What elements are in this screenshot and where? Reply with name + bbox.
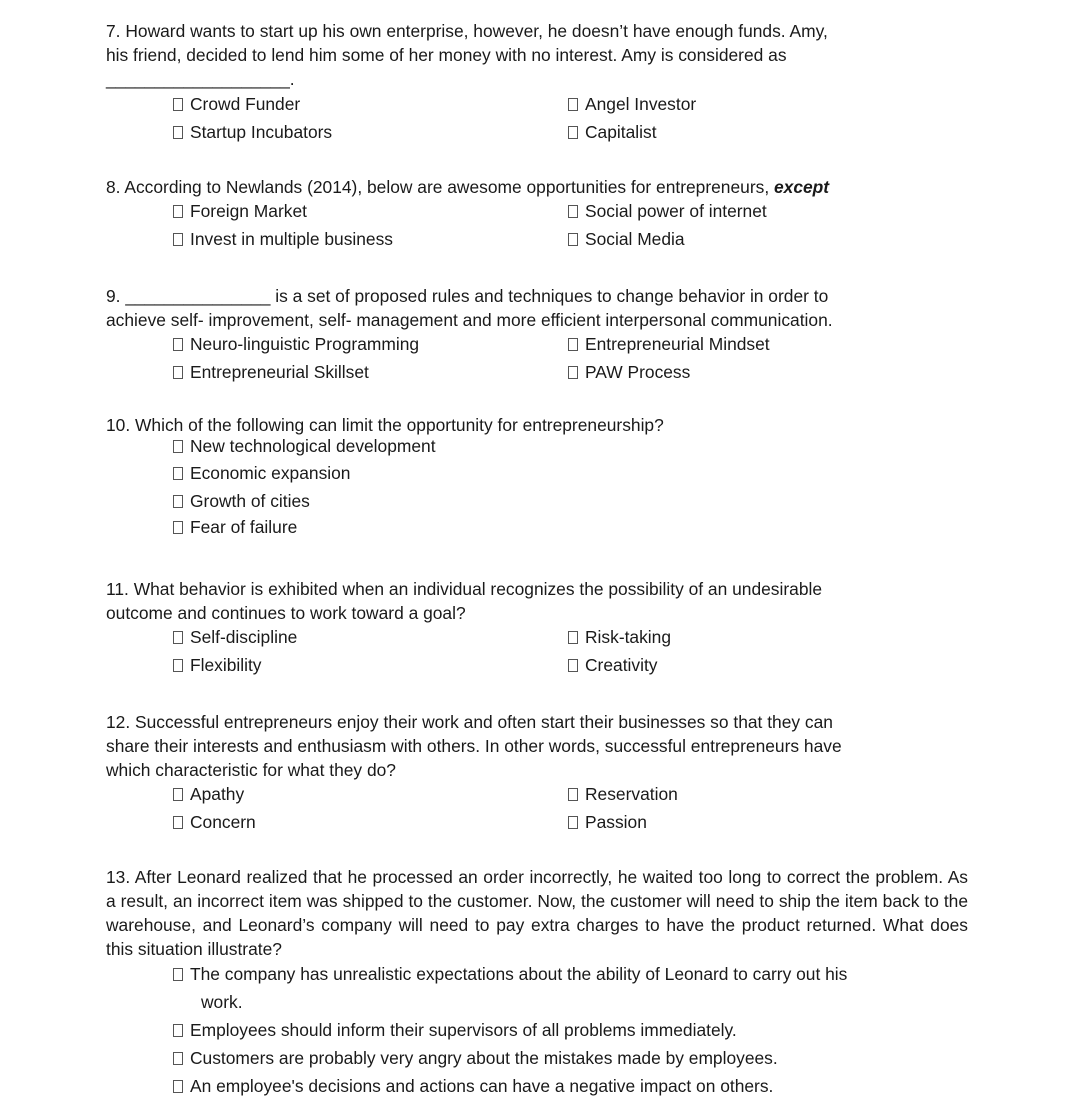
question-7-options <box>106 90 968 146</box>
checkbox-icon[interactable] <box>568 205 578 218</box>
checkbox-icon[interactable] <box>173 788 183 801</box>
question-7-blank: ___________________. <box>106 69 295 89</box>
option-label: Invest in multiple business <box>190 229 393 249</box>
option-checkbox[interactable] <box>568 90 948 118</box>
option-checkbox[interactable] <box>173 1072 968 1100</box>
option-checkbox[interactable] <box>568 780 948 808</box>
option-label: Customers are probably very angry about the mistakes made by employees. <box>190 1048 778 1068</box>
checkbox-icon[interactable] <box>568 816 578 829</box>
question-12-line-3: which characteristic for what they do? <box>106 760 396 780</box>
option-checkbox[interactable] <box>568 330 948 358</box>
question-11-line-1: 11. What behavior is exhibited when an individual recognizes the possibility of an undesirable <box>106 579 823 599</box>
checkbox-icon[interactable] <box>173 968 183 981</box>
checkbox-icon[interactable] <box>173 98 183 111</box>
checkbox-icon[interactable] <box>568 98 578 111</box>
checkbox-icon[interactable] <box>173 495 183 508</box>
question-8-emphasis: except <box>773 177 830 197</box>
option-checkbox[interactable] <box>568 118 948 146</box>
checkbox-icon[interactable] <box>173 366 183 379</box>
question-13-options <box>106 960 968 1100</box>
option-label: Growth of cities <box>190 491 310 511</box>
question-10-options <box>106 434 968 540</box>
question-13-text: 13. After Leonard realized that he processed an order incorrectly, he waited too long to correct the problem. As a result, an incorrect item was shipped to the customer. Now, the customer will need to ship the item back to the warehouse, and Leonard’s company will need to pay extra charges to have the product returned. What does this situation illustrate? <box>106 867 968 959</box>
option-label: New technological development <box>190 436 436 456</box>
question-12 <box>106 710 968 836</box>
question-8 <box>106 175 968 253</box>
checkbox-icon[interactable] <box>173 126 183 139</box>
checkbox-icon[interactable] <box>173 1024 183 1037</box>
option-label: Crowd Funder <box>190 94 301 114</box>
option-label: Reservation <box>585 784 678 804</box>
option-label <box>190 960 968 1016</box>
option-label: Angel Investor <box>585 94 697 114</box>
option-label: PAW Process <box>585 362 691 382</box>
option-checkbox[interactable] <box>173 651 568 679</box>
checkbox-icon[interactable] <box>568 338 578 351</box>
option-label: Neuro-linguistic Programming <box>190 334 420 354</box>
checkbox-icon[interactable] <box>568 233 578 246</box>
option-checkbox[interactable] <box>568 808 948 836</box>
checkbox-icon[interactable] <box>568 659 578 672</box>
option-label: Creativity <box>585 655 658 675</box>
question-7 <box>106 19 968 146</box>
option-label: Startup Incubators <box>190 122 333 142</box>
question-10-text: 10. Which of the following can limit the opportunity for entrepreneurship? <box>106 415 664 435</box>
option-label: Entrepreneurial Skillset <box>190 362 369 382</box>
option-checkbox[interactable] <box>173 197 568 225</box>
checkbox-icon[interactable] <box>173 338 183 351</box>
checkbox-icon[interactable] <box>173 816 183 829</box>
option-checkbox[interactable] <box>173 330 568 358</box>
question-7-line-2: his friend, decided to lend him some of her money with no interest. Amy is considered as <box>106 45 787 65</box>
option-label: Foreign Market <box>190 201 307 221</box>
option-checkbox[interactable] <box>173 118 568 146</box>
question-11-line-2: outcome and continues to work toward a goal? <box>106 603 466 623</box>
question-8-stem: 8. According to Newlands (2014), below are awesome opportunities for entrepreneurs, <box>106 177 774 197</box>
option-label: Employees should inform their supervisors of all problems immediately. <box>190 1020 737 1040</box>
checkbox-icon[interactable] <box>568 788 578 801</box>
option-label: Passion <box>585 812 647 832</box>
option-checkbox[interactable] <box>173 1044 968 1072</box>
checkbox-icon[interactable] <box>173 205 183 218</box>
question-10 <box>106 413 968 540</box>
question-7-text <box>106 19 968 91</box>
question-12-line-2: share their interests and enthusiasm with others. In other words, successful entrepreneurs have <box>106 736 842 756</box>
option-label: Flexibility <box>190 655 262 675</box>
option-label: Economic expansion <box>190 463 351 483</box>
option-checkbox[interactable] <box>173 225 568 253</box>
question-12-text <box>106 710 968 782</box>
option-label: Risk-taking <box>585 627 672 647</box>
option-label: An employee's decisions and actions can have a negative impact on others. <box>190 1076 774 1096</box>
question-8-options <box>106 197 968 253</box>
option-checkbox[interactable] <box>173 960 968 1016</box>
question-9-options <box>106 330 968 386</box>
question-8-text <box>106 175 968 199</box>
option-checkbox[interactable] <box>568 651 948 679</box>
option-label: Self-discipline <box>190 627 298 647</box>
option-checkbox[interactable] <box>173 623 568 651</box>
checkbox-icon[interactable] <box>173 631 183 644</box>
option-checkbox[interactable] <box>173 487 310 515</box>
option-checkbox[interactable] <box>173 90 568 118</box>
question-11-options <box>106 623 968 679</box>
question-9 <box>106 284 968 386</box>
option-checkbox[interactable] <box>173 459 350 487</box>
checkbox-icon[interactable] <box>568 631 578 644</box>
option-label-line-2: work. <box>201 992 243 1012</box>
question-9-line-2: achieve self- improvement, self- management and more efficient interpersonal communication. <box>106 310 833 330</box>
option-checkbox[interactable] <box>173 515 297 540</box>
option-label: Capitalist <box>585 122 657 142</box>
checkbox-icon[interactable] <box>173 467 183 480</box>
question-11-text <box>106 577 968 625</box>
question-9-line-1: 9. _______________ is a set of proposed rules and techniques to change behavior in order to <box>106 286 829 306</box>
checkbox-icon[interactable] <box>173 521 183 534</box>
checkbox-icon[interactable] <box>568 126 578 139</box>
option-checkbox[interactable] <box>173 808 568 836</box>
option-label-line-1: The company has unrealistic expectations about the ability of Leonard to carry out his <box>190 964 848 984</box>
option-label: Entrepreneurial Mindset <box>585 334 770 354</box>
question-7-line-1: 7. Howard wants to start up his own enterprise, however, he doesn’t have enough funds. Amy, <box>106 21 828 41</box>
option-checkbox[interactable] <box>173 1016 968 1044</box>
option-checkbox[interactable] <box>173 434 436 459</box>
question-12-options <box>106 780 968 836</box>
question-13 <box>106 865 968 1100</box>
option-checkbox[interactable] <box>568 623 948 651</box>
checkbox-icon[interactable] <box>173 1052 183 1065</box>
checkbox-icon[interactable] <box>173 659 183 672</box>
checkbox-icon[interactable] <box>173 1080 183 1093</box>
question-9-text <box>106 284 968 332</box>
option-label: Social power of internet <box>585 201 767 221</box>
option-label: Fear of failure <box>190 517 298 537</box>
option-checkbox[interactable] <box>173 358 568 386</box>
option-checkbox[interactable] <box>568 358 948 386</box>
option-checkbox[interactable] <box>568 197 948 225</box>
option-checkbox[interactable] <box>568 225 948 253</box>
question-11 <box>106 577 968 679</box>
option-label: Apathy <box>190 784 245 804</box>
checkbox-icon[interactable] <box>568 366 578 379</box>
checkbox-icon[interactable] <box>173 440 183 453</box>
question-12-line-1: 12. Successful entrepreneurs enjoy their work and often start their businesses so that they can <box>106 712 833 732</box>
option-checkbox[interactable] <box>173 780 568 808</box>
checkbox-icon[interactable] <box>173 233 183 246</box>
option-label: Concern <box>190 812 256 832</box>
option-label: Social Media <box>585 229 685 249</box>
